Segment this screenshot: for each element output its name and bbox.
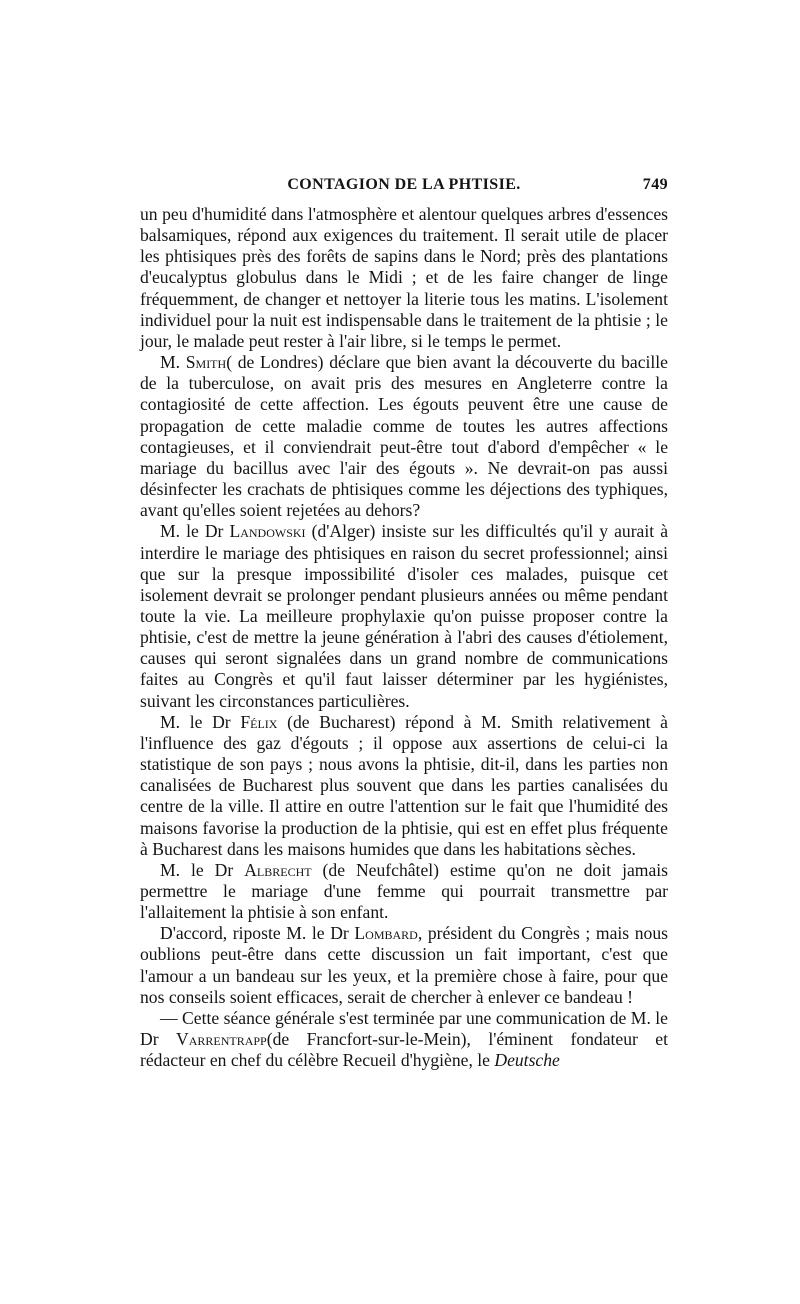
speaker-name: Albrecht: [244, 859, 312, 880]
paragraph-continuation: [140, 204, 668, 352]
paragraph-albrecht: [140, 860, 668, 923]
paragraph-lombard: [140, 923, 668, 1008]
page-number: 749: [642, 176, 668, 193]
paragraph-text: (de Francfort-sur-le-Mein), l'éminent fondateur et rédacteur en chef du célèbre Recueil d'hygiène, le: [140, 1029, 668, 1071]
running-title: CONTAGION DE LA PHTISIE.: [287, 176, 521, 193]
paragraph-text: (de Bucharest) répond à M. Smith relativement à l'influence des gaz d'égouts ; il oppose aux assertions de celui-ci la statistique de son pays ; nous avons la phtisie, dit-il, dans les parties non canalisées de Bucharest plus souvent que dans les parties canalisées du centre de la ville. Il attire en outre l'attention sur le fait que l'humidité des maisons favorise la production de la phtisie, qui est en effet plus fréquente à Bucharest dans les maisons humides que dans les habitations sèches.: [140, 711, 668, 859]
running-header: [140, 176, 668, 200]
speaker-name: M. Smith: [160, 352, 227, 373]
speaker-name: Landowski: [229, 521, 306, 542]
paragraph-text: ( de Londres) déclare que bien avant la découverte du bacille de la tuberculose, on avait pris des mesures en Angleterre contre la contagiosité de cette affection. Les égouts peuvent être une cause de propagation de cette maladie comme de toutes les autres affections contagieuses, et il conviendrait peut-être tout d'abord d'empêcher « le mariage du bacillus avec l'air des égouts ». Ne devrait-on pas aussi désinfecter les crachats de phtisiques comme les déjections des typhiques, avant qu'elles soient rejetées au dehors?: [140, 352, 668, 521]
speaker-prefix: M. le Dr: [160, 711, 241, 732]
speaker-prefix: M. le Dr: [160, 521, 230, 542]
paragraph-varrentrapp: [140, 1008, 668, 1071]
paragraph-smith: [140, 352, 668, 521]
paragraph-text: (d'Alger) insiste sur les difficultés qu'il y aurait à interdire le mariage des phtisiques en raison du secret professionnel; ainsi que sur la presque impossibilité d'isoler ces malades, puisque cet isolement devrait se prolonger pendant plusieurs années ou même pendant toute la vie. La meilleure prophylaxie qu'on puisse proposer contre la phtisie, c'est de mettre la jeune génération à l'abri des causes d'étiolement, causes qui seront signalées dans un grand nombre de communications faites au Congrès et qu'il faut laisser déterminer par les hygiénistes, suivant les circonstances particulières.: [140, 521, 668, 711]
speaker-prefix: M. le Dr: [160, 859, 245, 880]
paragraph-landowski: [140, 521, 668, 711]
journal-title: Deutsche: [494, 1050, 560, 1071]
paragraph-text: un peu d'humidité dans l'atmosphère et alentour quelques arbres d'essences balsamiques, répond aux exigences du traitement. Il serait utile de placer les phtisiques près des forêts de sapins dans le Nord; près des plantations d'eucalyptus globulus dans le Midi ; et de les faire changer de linge fréquemment, de changer et nettoyer la literie tous les matins. L'isolement individuel pour la nuit est indispensable dans le traitement de la phtisie ; le jour, le malade peut rester à l'air libre, si le temps le permet.: [140, 204, 668, 351]
paragraph-text: , président du Congrès ; mais nous oublions peut-être dans cette discussion un fait important, c'est que l'amour a un bandeau sur les yeux, et la première chose à faire, pour que nos conseils soient efficaces, serait de chercher à enlever ce bandeau !: [140, 923, 668, 1007]
paragraph-felix: [140, 712, 668, 860]
body-text: [140, 204, 668, 1071]
speaker-prefix: D'accord, riposte M. le Dr: [160, 923, 355, 944]
speaker-name: Varrentrapp: [176, 1029, 267, 1050]
speaker-prefix: — Cette séance générale s'est terminée par une communication de M. le Dr: [140, 1007, 668, 1050]
paragraph-text: (de Neufchâtel) estime qu'on ne doit jamais permettre le mariage d'une femme qui pourrait transmettre par l'allaitement la phtisie à son enfant.: [140, 859, 669, 923]
speaker-name: Félix: [240, 711, 278, 732]
speaker-name: Lombard: [354, 923, 418, 944]
